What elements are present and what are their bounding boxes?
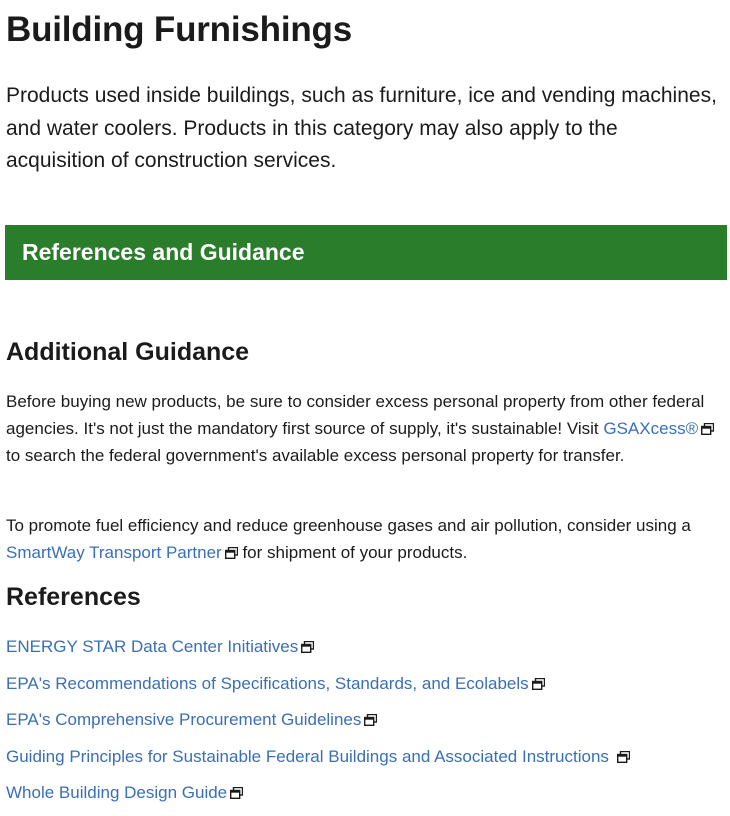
gsaxcess-link-label: GSAXcess® xyxy=(603,419,699,438)
page-intro: Products used inside buildings, such as furniture, ice and vending machines, and water coolers. Products in this category may also apply to the acquisition of construction services. xyxy=(6,84,717,172)
smartway-link-label: SmartWay Transport Partner xyxy=(6,543,222,562)
energy-star-data-center-link[interactable] xyxy=(6,637,314,656)
external-link-icon xyxy=(617,751,630,763)
smartway-transport-partner-link[interactable] xyxy=(6,543,238,562)
references-heading: References xyxy=(6,583,141,611)
reference-link-label: EPA's Recommendations of Specifications, Standards, and Ecolabels xyxy=(6,673,529,693)
epa-recommendations-link[interactable] xyxy=(6,674,545,693)
external-link-icon xyxy=(532,678,545,690)
references-list xyxy=(6,633,726,816)
guidance-para1-text-after: to search the federal government's available excess personal property for transfer. xyxy=(6,446,625,465)
reference-item-epa-recommendations xyxy=(6,670,726,707)
external-link-icon xyxy=(364,714,377,726)
guidance-para2-text-after: for shipment of your products. xyxy=(237,543,468,562)
guidance-para2-text-before: To promote fuel efficiency and reduce greenhouse gases and air pollution, consider using a xyxy=(6,516,691,535)
reference-link-label: EPA's Comprehensive Procurement Guidelines xyxy=(6,710,362,730)
external-link-icon xyxy=(225,547,238,559)
guiding-principles-link[interactable] xyxy=(6,747,630,766)
reference-link-label: Guiding Principles for Sustainable Federal Buildings and Associated Instructions xyxy=(6,746,609,766)
whole-building-design-guide-link[interactable] xyxy=(6,783,243,802)
reference-link-label: Whole Building Design Guide xyxy=(6,783,228,803)
external-link-icon xyxy=(230,787,243,799)
reference-item-whole-building-design xyxy=(6,779,726,816)
reference-link-label: ENERGY STAR Data Center Initiatives xyxy=(6,637,299,656)
page-title: Building Furnishings xyxy=(6,10,352,49)
gsaxcess-link[interactable] xyxy=(603,419,714,438)
reference-item-energy-star xyxy=(6,633,726,670)
guidance-paragraph-excess-property xyxy=(6,388,726,469)
additional-guidance-heading: Additional Guidance xyxy=(6,338,250,366)
guidance-para1-text-before: Before buying new products, be sure to consider excess personal property from other federal agencies. It's not just the mandatory first source of supply, it's sustainable! Visit xyxy=(6,392,705,438)
guidance-paragraph-smartway xyxy=(6,512,726,566)
reference-item-epa-cpg xyxy=(6,706,726,743)
section-bar-references-guidance xyxy=(5,225,727,280)
reference-item-guiding-principles xyxy=(6,743,726,780)
epa-comprehensive-procurement-guidelines-link[interactable] xyxy=(6,710,377,729)
section-bar-title: References and Guidance xyxy=(22,239,305,265)
external-link-icon xyxy=(301,641,314,653)
external-link-icon xyxy=(701,423,714,435)
